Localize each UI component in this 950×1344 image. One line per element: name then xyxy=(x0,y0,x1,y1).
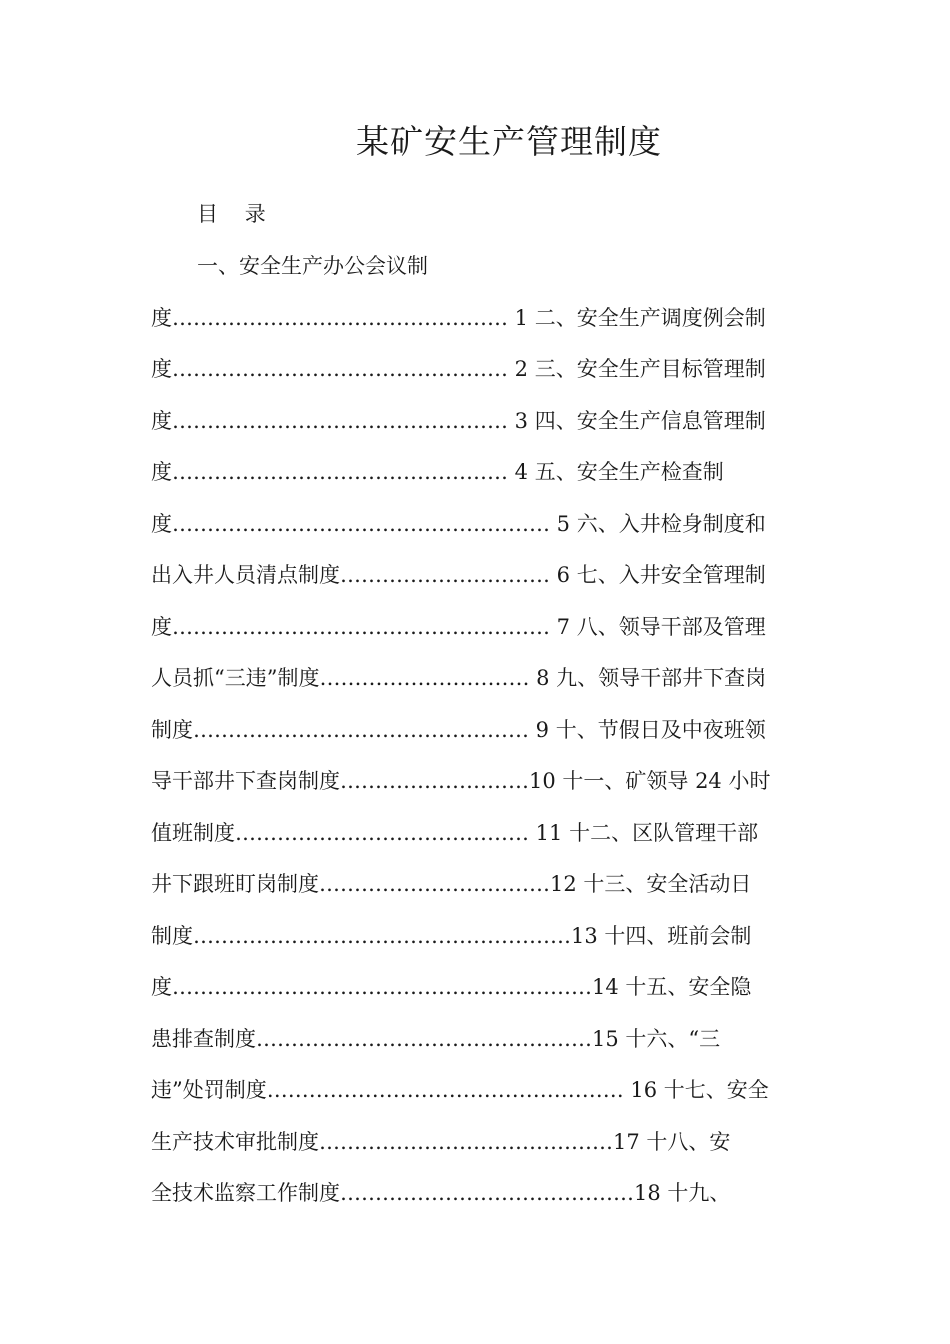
toc-line: 一、安全生产办公会议制 xyxy=(197,254,428,278)
toc-line: 度………………………………………… 4 五、安全生产检查制 xyxy=(151,460,724,484)
toc-line: 度……………………………………………… 7 八、领导干部及管理 xyxy=(151,614,766,639)
toc-line: 导干部井下查岗制度………………………10 十一、矿领导 24 小时 xyxy=(151,769,771,793)
toc-line: 井下跟班盯岗制度……………………………12 十三、安全活动日 xyxy=(151,872,752,896)
toc-line: 制度………………………………………… 9 十、节假日及中夜班领 xyxy=(151,717,766,742)
toc-line: 度………………………………………… 1 二、安全生产调度例会制 xyxy=(151,305,766,330)
toc-line: 生产技术审批制度……………………………………17 十八、安 xyxy=(151,1129,731,1154)
toc-line: 违”处罚制度…………………………………………… 16 十七、安全 xyxy=(151,1078,769,1102)
document-title: 某矿安生产管理制度 xyxy=(356,122,662,161)
toc-line: 全技术监察工作制度……………………………………18 十九、 xyxy=(151,1181,731,1205)
toc-line: 度………………………………………… 3 四、安全生产信息管理制 xyxy=(151,408,766,433)
toc-line: 出入井人员清点制度………………………… 6 七、入井安全管理制 xyxy=(151,563,766,587)
toc-line: 值班制度…………………………………… 11 十二、区队管理干部 xyxy=(151,820,759,845)
toc-line: 人员抓“三违”制度………………………… 8 九、领导干部井下查岗 xyxy=(151,666,767,690)
toc-line: 制度………………………………………………13 十四、班前会制 xyxy=(151,923,752,948)
toc-line: 度……………………………………………… 5 六、入井检身制度和 xyxy=(151,511,766,536)
toc-heading: 目 录 xyxy=(197,202,266,226)
toc-line: 患排查制度…………………………………………15 十六、“三 xyxy=(151,1026,721,1051)
toc-line: 度………………………………………… 2 三、安全生产目标管理制 xyxy=(151,357,766,381)
toc-line: 度……………………………………………………14 十五、安全隐 xyxy=(151,975,752,999)
